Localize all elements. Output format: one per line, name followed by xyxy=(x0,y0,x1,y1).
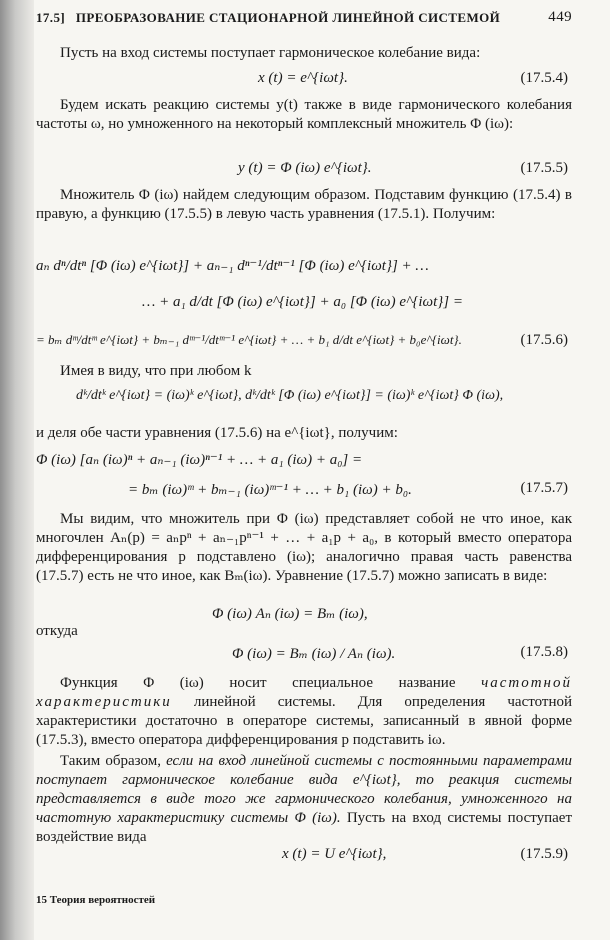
paragraph-7: откуда xyxy=(36,623,78,639)
term-frequency-response: частотной характеристики xyxy=(36,675,572,710)
page-number: 449 xyxy=(548,9,572,25)
paragraph-3: Множитель Φ (iω) найдем следующим образом. Подставим функцию (17.5.4) в правую, а функцию (17.5.5) в левую часть уравнения (17.5.1). Получим: xyxy=(36,187,572,222)
equation-17-5-6-line-3: = bₘ dᵐ/dtᵐ e^{iωt} + bₘ₋₁ dᵐ⁻¹/dtᵐ⁻¹ e^{iωt} + … + b₁ d/dt e^{iωt} + b₀e^{iωt}. (17.5.6) xyxy=(36,332,568,348)
paragraph-5: и деля обе части уравнения (17.5.6) на e^{iωt}, получим: xyxy=(36,425,398,441)
paragraph-6: Мы видим, что множитель при Φ (iω) представляет собой не что иное, как многочлен Aₙ(p) = aₙpⁿ + aₙ₋₁pⁿ⁻¹ + … + a₁p + a₀, в который вместо оператора дифференцирования p подставлено (iω); аналогично правая часть равенства (17.5.7) есть не что иное, как Bₘ(iω). Уравнение (17.5.7) можно записать в виде: xyxy=(36,511,572,584)
page-footer: 15 Теория вероятностей xyxy=(36,894,156,906)
equation-17-5-7-line-1: Φ (iω) [aₙ (iω)ⁿ + aₙ₋₁ (iω)ⁿ⁻¹ + … + a₁ (iω) + a₀] = xyxy=(36,452,363,468)
equation-17-5-7-line-2: = bₘ (iω)ᵐ + bₘ₋₁ (iω)ᵐ⁻¹ + … + b₁ (iω) + b₀. (17.5.7) xyxy=(128,480,568,498)
equation-17-5-4: x (t) = e^{iωt}. (17.5.4) xyxy=(258,70,568,86)
paragraph-4: Имея в виду, что при любом k xyxy=(60,363,252,379)
paragraph-9: Таким образом, если на вход линейной системы с постоянными параметрами поступает гармоническое колебание вида e^{iωt}, то реакция системы представляется в виде того же гармонического колебания, умноженного на частотную характеристику системы Φ (iω). Пусть на вход системы поступает воздействие вида xyxy=(36,753,572,845)
paragraph-2: Будем искать реакцию системы y(t) также в виде гармонического колебания частоты ω, но умноженного на некоторый комплексный множитель Φ (iω): xyxy=(36,97,572,132)
equation-phi-a-b: Φ (iω) Aₙ (iω) = Bₘ (iω), xyxy=(212,606,368,622)
theorem-statement: если на вход линейной системы с постоянными параметрами поступает гармоническое колебание вида e^{iωt}, то реакция системы представляется в виде того же гармонического колебания, умноженного на частотную характеристику системы Φ (iω). xyxy=(36,753,572,826)
running-title: ПРЕОБРАЗОВАНИЕ СТАЦИОНАРНОЙ ЛИНЕЙНОЙ СИСТЕМОЙ xyxy=(75,10,501,25)
equation-derivative-identities: dᵏ/dtᵏ e^{iωt} = (iω)ᵏ e^{iωt}, dᵏ/dtᵏ [Φ (iω) e^{iωt}] = (iω)ᵏ e^{iωt} Φ (iω), xyxy=(76,388,504,403)
equation-17-5-5: y (t) = Φ (iω) e^{iωt}. (17.5.5) xyxy=(238,160,568,176)
equation-17-5-8: Φ (iω) = Bₘ (iω) / Aₙ (iω). (17.5.8) xyxy=(232,644,568,662)
equation-17-5-6-line-1: aₙ dⁿ/dtⁿ [Φ (iω) e^{iωt}] + aₙ₋₁ dⁿ⁻¹/dtⁿ⁻¹ [Φ (iω) e^{iωt}] + … xyxy=(36,258,429,274)
equation-17-5-9: x (t) = U e^{iωt}, (17.5.9) xyxy=(282,846,568,862)
paragraph-8: Функция Φ (iω) носит специальное название частотной характеристики линейной системы. Для определения частотной характеристики достаточно в операторе системы, записанный в явной форме (17.5.3), вместо оператора дифференцирования p подставить iω. xyxy=(36,675,572,748)
running-header xyxy=(36,10,576,32)
equation-17-5-6-line-2: … + a₁ d/dt [Φ (iω) e^{iωt}] + a₀ [Φ (iω) e^{iωt}] = xyxy=(142,294,463,310)
paragraph-1: Пусть на вход системы поступает гармоническое колебание вида: xyxy=(60,45,481,61)
section-number: 17.5] xyxy=(36,10,66,25)
book-binding-shadow xyxy=(0,0,34,940)
